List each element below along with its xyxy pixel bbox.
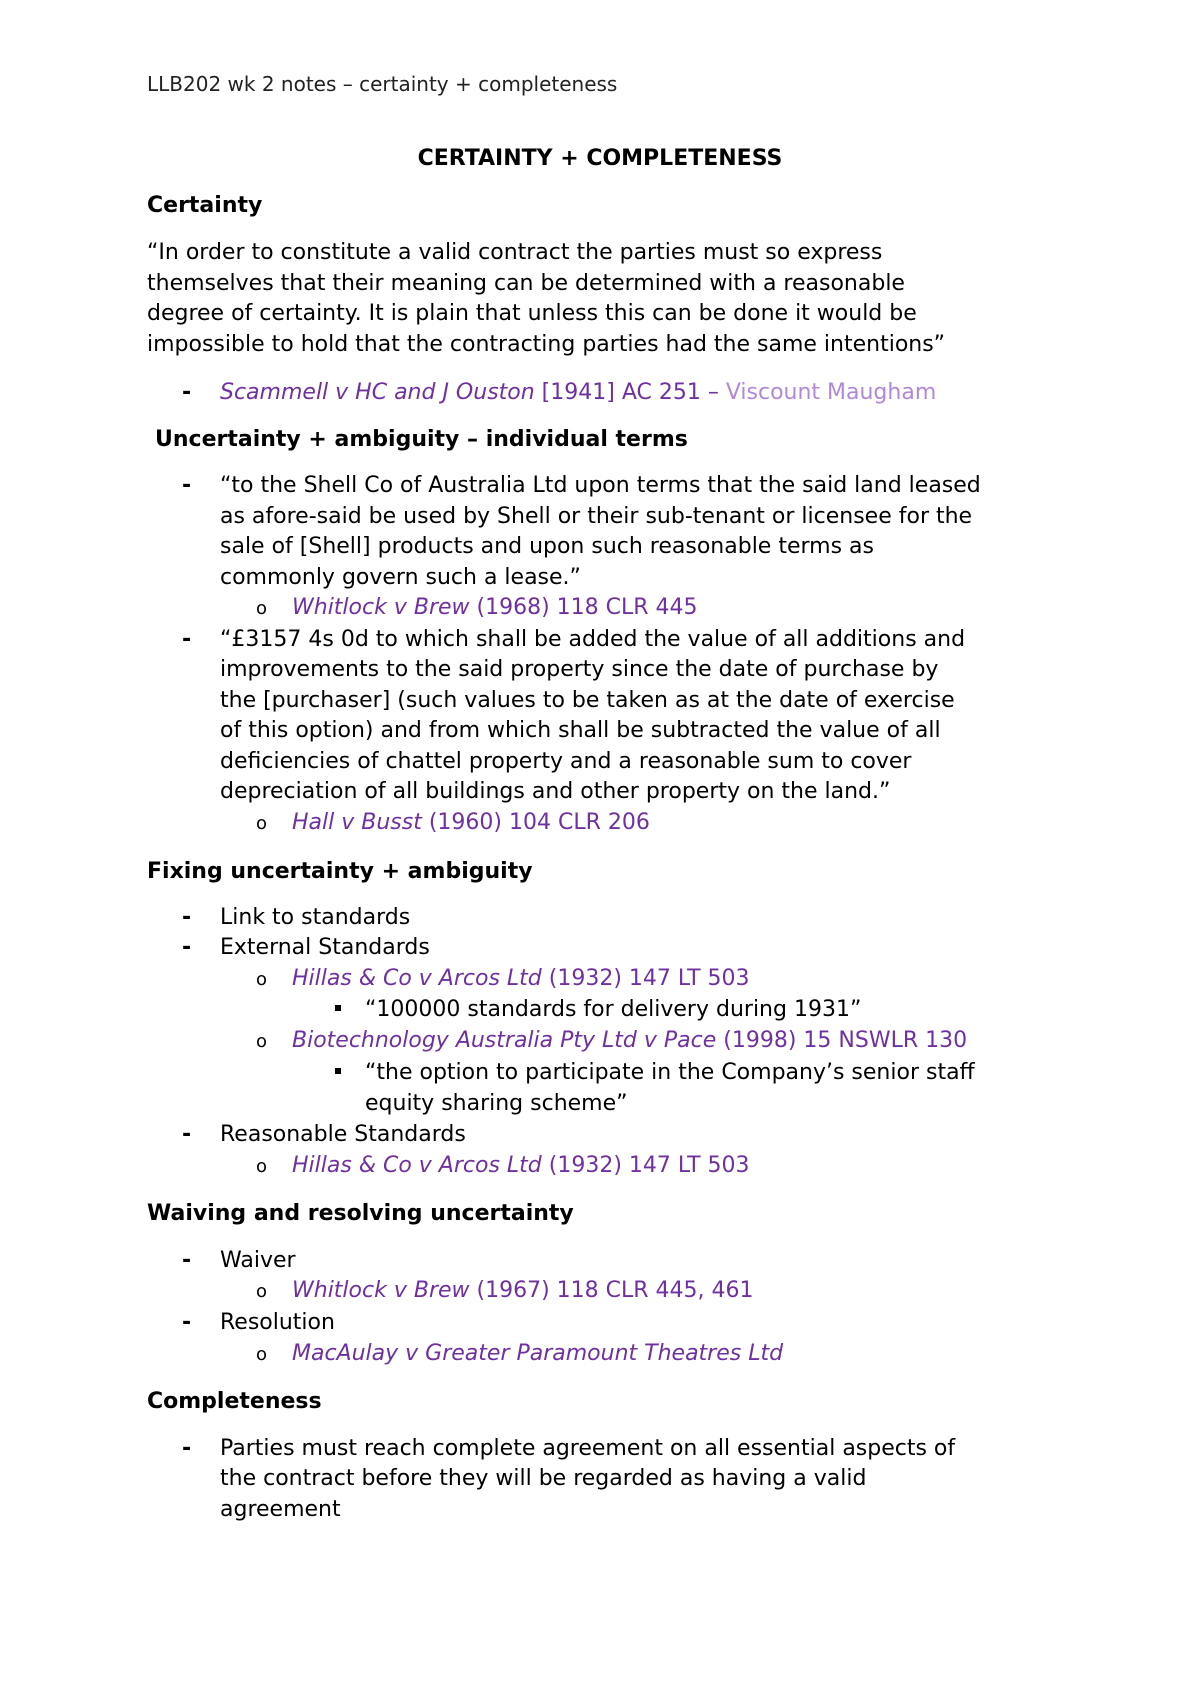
case-reference — [292, 1028, 967, 1053]
bullet-dash: - — [182, 905, 192, 930]
list-item: Reasonable Standards — [220, 1122, 466, 1147]
quote-line: of this option) and from which shall be subtracted the value of all — [220, 718, 941, 743]
judge-name: Viscount Maugham — [725, 380, 937, 405]
paragraph-line: agreement — [220, 1497, 341, 1522]
bullet-dash: - — [182, 473, 192, 498]
quote-line: the [purchaser] (such values to be taken as at the date of exercise — [220, 688, 955, 713]
paragraph-line: Parties must reach complete agreement on all essential aspects of — [220, 1436, 956, 1461]
paragraph-line: the contract before they will be regarded as having a valid — [220, 1466, 867, 1491]
case-citation: (1932) 147 LT 503 — [541, 1153, 750, 1178]
heading-fixing: Fixing uncertainty + ambiguity — [147, 859, 533, 884]
quote-line: commonly govern such a lease.” — [220, 565, 581, 590]
bullet-circle: o — [256, 598, 268, 619]
case-reference — [292, 1153, 750, 1178]
case-reference — [292, 595, 698, 620]
quote-line: “to the Shell Co of Australia Ltd upon terms that the said land leased — [220, 473, 981, 498]
quote-line: impossible to hold that the contracting parties had the same intentions” — [147, 332, 946, 357]
bullet-dash: - — [182, 1122, 192, 1147]
quote-line: improvements to the said property since the date of purchase by — [220, 657, 939, 682]
bullet-circle: o — [256, 1281, 268, 1302]
quote-line: sale of [Shell] products and upon such reasonable terms as — [220, 534, 874, 559]
case-citation: (1960) 104 CLR 206 — [421, 810, 650, 835]
bullet-dash: - — [182, 1436, 192, 1461]
heading-waiving: Waiving and resolving uncertainty — [147, 1201, 574, 1226]
bullet-dash: - — [182, 627, 192, 652]
quote-line: degree of certainty. It is plain that unless this can be done it would be — [147, 301, 917, 326]
bullet-circle: o — [256, 1031, 268, 1052]
quote-line: “the option to participate in the Company’s senior staff — [365, 1060, 975, 1085]
heading-uncertainty: Uncertainty + ambiguity – individual terms — [155, 427, 688, 452]
case-reference — [220, 380, 936, 405]
case-name: Biotechnology Australia Pty Ltd v Pace — [292, 1028, 717, 1053]
bullet-circle: o — [256, 813, 268, 834]
bullet-square — [335, 1068, 341, 1074]
heading-completeness: Completeness — [147, 1389, 322, 1414]
quote-line: “100000 standards for delivery during 1931” — [365, 997, 862, 1022]
list-item: Waiver — [220, 1248, 296, 1273]
heading-certainty: Certainty — [147, 193, 263, 218]
quote-line: themselves that their meaning can be determined with a reasonable — [147, 271, 905, 296]
quote-line: deficiencies of chattel property and a reasonable sum to cover — [220, 749, 912, 774]
bullet-dash: - — [182, 935, 192, 960]
page-header: LLB202 wk 2 notes – certainty + completeness — [147, 72, 618, 96]
case-citation: (1998) 15 NSWLR 130 — [716, 1028, 968, 1053]
case-name: Hall v Busst — [292, 810, 422, 835]
case-name: Whitlock v Brew — [292, 1278, 470, 1303]
document-title: CERTAINTY + COMPLETENESS — [417, 146, 783, 171]
quote-line: as afore-said be used by Shell or their sub-tenant or licensee for the — [220, 504, 973, 529]
bullet-square — [335, 1005, 341, 1011]
case-citation: [1941] AC 251 – — [534, 380, 726, 405]
quote-line: “£3157 4s 0d to which shall be added the value of all additions and — [220, 627, 966, 652]
case-citation: (1932) 147 LT 503 — [541, 966, 750, 991]
list-item: Resolution — [220, 1310, 335, 1335]
case-name: Scammell v HC and J Ouston — [220, 380, 535, 405]
case-citation: (1967) 118 CLR 445, 461 — [469, 1278, 754, 1303]
case-name: Hillas & Co v Arcos Ltd — [292, 966, 542, 991]
case-name: Whitlock v Brew — [292, 595, 470, 620]
quote-line: “In order to constitute a valid contract the parties must so express — [147, 240, 883, 265]
case-reference — [292, 810, 650, 835]
case-reference — [292, 1278, 754, 1303]
bullet-circle: o — [256, 1156, 268, 1177]
quote-line: equity sharing scheme” — [365, 1091, 628, 1116]
case-citation: (1968) 118 CLR 445 — [469, 595, 698, 620]
case-name: Hillas & Co v Arcos Ltd — [292, 1153, 542, 1178]
case-name: MacAulay v Greater Paramount Theatres Ltd — [292, 1341, 784, 1366]
quote-line: depreciation of all buildings and other property on the land.” — [220, 779, 891, 804]
bullet-circle: o — [256, 969, 268, 990]
case-reference — [292, 1341, 783, 1366]
bullet-circle: o — [256, 1344, 268, 1365]
bullet-dash: - — [182, 1310, 192, 1335]
bullet-dash: - — [182, 1248, 192, 1273]
list-item: Link to standards — [220, 905, 411, 930]
list-item: External Standards — [220, 935, 430, 960]
bullet-dash: - — [182, 380, 192, 405]
case-reference — [292, 966, 750, 991]
